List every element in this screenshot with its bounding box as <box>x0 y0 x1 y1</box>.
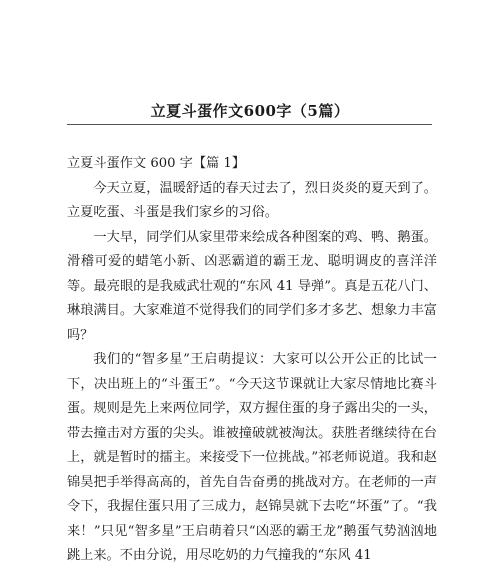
title-divider <box>67 124 432 125</box>
document-body <box>67 152 437 565</box>
paragraph-3: 我们的“智多星”王启萌提议：大家可以公开公正的比试一下，决出班上的“斗蛋王”。“今天这节课就让大家尽情地比赛斗蛋。规则是先上来两位同学，双方握住蛋的身子露出尖的一头，带去撞击对方蛋的尖头。谁被撞破就被淘汰。获胜者继续待在台上，就是暂时的擂主。来接受下一位挑战。”祁老师说道。我和赵锦昊把手举得高高的，首先自告奋勇的挑战对方。在老师的一声令下，我握住蛋只用了三成力，赵锦昊就下去吃“坏蛋”了。“我来！”只见“智多星”王启萌着只“凶恶的霸王龙”鹅蛋气势汹汹地跳上来。不由分说，用尽吃奶的力气撞我的“东风 41 <box>67 352 437 563</box>
paragraph-1: 今天立夏，温暖舒适的春天过去了，烈日炎炎的夏天到了。立夏吃蛋、斗蛋是我们家乡的习俗。 <box>67 180 437 220</box>
document-title: 立夏斗蛋作文600字（5篇） <box>150 102 350 120</box>
paragraph-2: 一大早，同学们从家里带来绘成各种图案的鸡、鸭、鹅蛋。滑稽可爱的蜡笔小新、凶恶霸道的霸王龙、聪明调皮的喜洋洋等。最亮眼的是我威武壮观的“东风 41 导弹”。真是五花八门、琳琅满目。大家难道不觉得我们的同学们多才多艺、想象力丰富吗？ <box>67 229 437 343</box>
section-heading: 立夏斗蛋作文 600 字【篇 1】 <box>67 156 246 171</box>
